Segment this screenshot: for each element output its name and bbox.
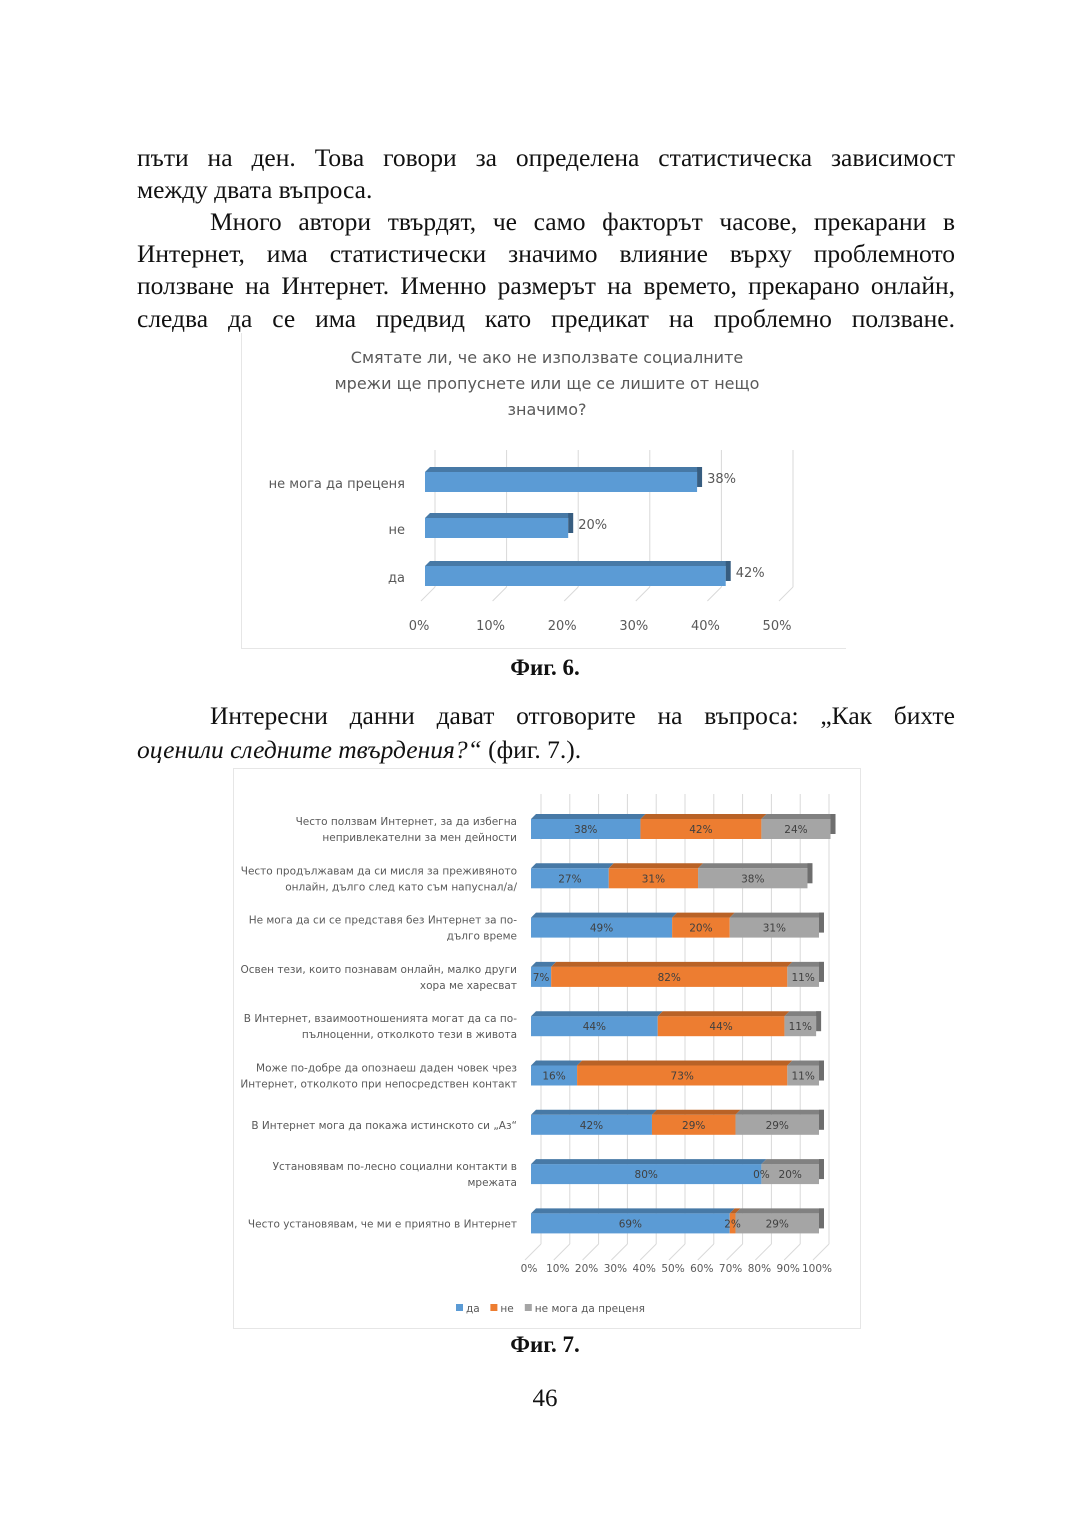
bar-segment-да-top	[531, 1110, 657, 1115]
bar-top	[425, 467, 702, 472]
data-label: 29%	[765, 1119, 789, 1132]
bar	[425, 518, 568, 538]
x-tick-label: 50%	[762, 619, 792, 634]
data-label: 44%	[709, 1021, 733, 1034]
data-label: 11%	[791, 1070, 815, 1083]
bar-end	[819, 913, 824, 933]
italic-question: оценили следните твърдения?“	[137, 735, 482, 764]
data-label: 42%	[735, 566, 765, 581]
data-label: 42%	[579, 1119, 604, 1132]
gridline-floor	[707, 587, 721, 601]
data-label: 20%	[689, 922, 713, 935]
category-label: непривлекателни за мен дейности	[322, 832, 517, 844]
bar	[425, 566, 726, 586]
figure-7-chart	[233, 768, 861, 1329]
bar-segment-не-top	[551, 962, 792, 967]
x-tick-label: 50%	[661, 1263, 685, 1275]
x-tick-label: 30%	[603, 1263, 628, 1275]
x-tick-label: 70%	[718, 1263, 743, 1275]
category-label: пълноценни, отколкото тези в живота	[301, 1029, 517, 1042]
data-label: 38%	[741, 873, 765, 886]
body-text-line	[137, 734, 955, 766]
bar-segment-не-top	[577, 1061, 792, 1066]
bar-end	[819, 962, 824, 982]
legend-swatch	[456, 1304, 463, 1311]
data-label: 82%	[657, 971, 681, 984]
body-text-line: Интернет, има статистически значимо влияние върху проблемното	[137, 239, 955, 268]
body-text-line: между двата въпроса.	[137, 175, 373, 204]
gridline-floor	[779, 587, 793, 601]
category-label: В Интернет мога да покажа истинското си „Аз“	[251, 1119, 517, 1132]
bar-segment-да-top	[531, 1208, 735, 1213]
bar-segment-не-top	[652, 1110, 741, 1115]
figure-reference: (фиг. 7.).	[481, 735, 582, 764]
category-label: В Интернет, взаимоотношенията могат да са по-	[243, 1013, 517, 1026]
bar-segment-да-top	[531, 1159, 766, 1164]
chart-2-svg	[234, 769, 860, 1328]
bar-segment-не-мога-да-преценя-top	[730, 913, 824, 918]
figure-6-chart	[241, 333, 846, 649]
category-label: мрежата	[467, 1177, 517, 1190]
bar-segment-не-top	[658, 1011, 790, 1016]
bar-segment-да-top	[531, 1011, 663, 1016]
data-label: 16%	[542, 1070, 566, 1083]
bar-segment-не-мога-да-преценя-top	[787, 1061, 824, 1066]
body-text-line: Интересни данни дават отговорите на въпроса: „Как бихте	[210, 701, 955, 730]
data-label: 31%	[641, 873, 666, 886]
category-label: Често установявам, че ми е приятно в Интернет	[247, 1218, 517, 1231]
x-tick-label: 40%	[632, 1263, 656, 1275]
gridline-floor	[611, 1244, 627, 1260]
x-tick-label: 100%	[801, 1263, 833, 1275]
x-tick-label: 20%	[574, 1263, 599, 1275]
data-label: 0%	[753, 1169, 770, 1182]
data-label: 69%	[618, 1218, 643, 1231]
data-label: 24%	[784, 824, 808, 836]
figure-6-caption: Фиг. 6.	[510, 655, 580, 680]
bar-segment-не-top	[609, 863, 703, 868]
bar-end	[831, 814, 836, 834]
gridline-floor	[583, 1244, 599, 1260]
bar-segment-не-мога-да-преценя-top	[784, 1011, 821, 1016]
gridline-floor	[727, 1244, 743, 1260]
body-text-line: следва да се има предвид като предикат на проблемно ползване.	[137, 304, 955, 333]
gridline-floor	[525, 1244, 541, 1260]
gridline-floor	[698, 1244, 714, 1260]
bar-segment-да-top	[531, 814, 645, 819]
bar-segment-не-мога-да-преценя-top	[761, 1159, 824, 1164]
category-label: не мога да преценя	[268, 477, 405, 492]
body-text-line: Много автори твърдят, че само факторът часове, прекарани в	[210, 207, 955, 236]
legend-swatch	[490, 1304, 497, 1311]
category-label: Често ползвам Интернет, за да избегна	[295, 816, 517, 828]
data-label: 2%	[724, 1218, 741, 1231]
x-tick-label: 40%	[690, 619, 720, 634]
data-label: 29%	[765, 1218, 789, 1231]
bar-segment-не-top	[640, 814, 766, 819]
gridline-floor	[784, 1244, 800, 1260]
legend-swatch	[525, 1304, 532, 1311]
data-label: 73%	[670, 1070, 694, 1083]
category-label: Освен тези, които познавам онлайн, малко други	[240, 963, 517, 976]
gridline-floor	[813, 1244, 829, 1260]
data-label: 20%	[578, 518, 608, 533]
bar-segment-не-мога-да-преценя-top	[698, 863, 812, 868]
bar	[425, 472, 697, 492]
bar-end	[819, 1110, 824, 1130]
figure-7-caption: Фиг. 7.	[510, 1332, 580, 1357]
x-tick-label: 10%	[476, 619, 506, 634]
data-label: 38%	[574, 824, 598, 836]
category-label: Не мога да си се представя без Интернет за по-	[248, 914, 517, 927]
chart-1-svg	[242, 333, 846, 648]
data-label: 27%	[558, 873, 582, 886]
x-tick-label: 10%	[546, 1263, 570, 1275]
gridline-floor	[421, 587, 435, 601]
x-tick-label: 0%	[408, 619, 430, 634]
gridline-floor	[554, 1244, 570, 1260]
bar-end	[726, 561, 731, 581]
data-label: 11%	[791, 971, 815, 984]
bar-end	[819, 1061, 824, 1081]
data-label: 31%	[762, 922, 787, 935]
bar-segment-не-мога-да-преценя-top	[735, 1110, 824, 1115]
data-label: 20%	[778, 1169, 802, 1182]
bar-segment-да-top	[531, 913, 677, 918]
bar-segment-да-top	[531, 863, 614, 868]
category-label: Често продължавам да си мисля за преживяното	[240, 865, 517, 878]
category-label: не	[388, 523, 405, 538]
gridline-floor	[493, 587, 507, 601]
data-label: 44%	[582, 1021, 607, 1034]
category-label: Интернет, отколкото при непосредствен контакт	[240, 1078, 517, 1091]
data-label: 80%	[634, 1169, 658, 1182]
bar-end	[697, 467, 702, 487]
x-tick-label: 60%	[690, 1263, 714, 1275]
gridline-floor	[755, 1244, 771, 1260]
data-label: 11%	[788, 1021, 812, 1034]
category-label: дълго време	[446, 930, 517, 943]
x-tick-label: 0%	[520, 1263, 538, 1275]
bar-top	[425, 513, 573, 518]
gridline-floor	[669, 1244, 685, 1260]
bar-top	[425, 561, 731, 566]
bar-segment-не-top	[672, 913, 735, 918]
data-label: 29%	[682, 1119, 706, 1132]
category-label: да	[388, 571, 405, 586]
chart-title: мрежи ще пропуснете или ще се лишите от нещо	[334, 374, 760, 393]
bar-end	[819, 1159, 824, 1179]
category-label: Може по-добре да опознаеш даден човек чрез	[256, 1062, 517, 1075]
data-label: 42%	[689, 824, 713, 836]
bar-end	[568, 513, 573, 533]
data-label: 7%	[532, 971, 550, 984]
data-label: 38%	[707, 472, 736, 487]
category-label: хора ме харесват	[419, 979, 517, 992]
bar-end	[819, 1208, 824, 1228]
data-label: 49%	[589, 922, 614, 935]
bar-segment-да-top	[531, 1061, 582, 1066]
bar-segment-не-мога-да-преценя-top	[787, 962, 824, 967]
bar-segment-не-мога-да-преценя-top	[761, 814, 835, 819]
body-text-line: пъти на ден. Това говори за определена статистическа зависимост	[137, 143, 955, 172]
legend-label: не мога да преценя	[534, 1303, 645, 1315]
x-tick-label: 80%	[747, 1263, 772, 1275]
legend-label: не	[500, 1303, 514, 1315]
x-tick-label: 90%	[776, 1263, 800, 1275]
x-tick-label: 30%	[619, 619, 649, 634]
chart-title: Смятате ли, че ако не използвате социалните	[350, 348, 744, 367]
legend-label: да	[466, 1303, 480, 1315]
gridline-floor	[636, 587, 650, 601]
bar-end	[816, 1011, 821, 1031]
x-tick-label: 20%	[547, 619, 577, 634]
bar-end	[807, 863, 812, 883]
bar-segment-не-мога-да-преценя-top	[735, 1208, 824, 1213]
category-label: онлайн, дълго след като съм напуснал/а/	[285, 881, 517, 894]
chart-title: значимо?	[507, 400, 587, 419]
gridline-floor	[564, 587, 578, 601]
gridline-floor	[640, 1244, 656, 1260]
category-label: Установявам по-лесно социални контакти в	[272, 1161, 517, 1174]
body-text-line: ползване на Интернет. Именно размерът на времето, прекарано онлайн,	[137, 271, 955, 300]
page-number: 46	[532, 1385, 558, 1412]
